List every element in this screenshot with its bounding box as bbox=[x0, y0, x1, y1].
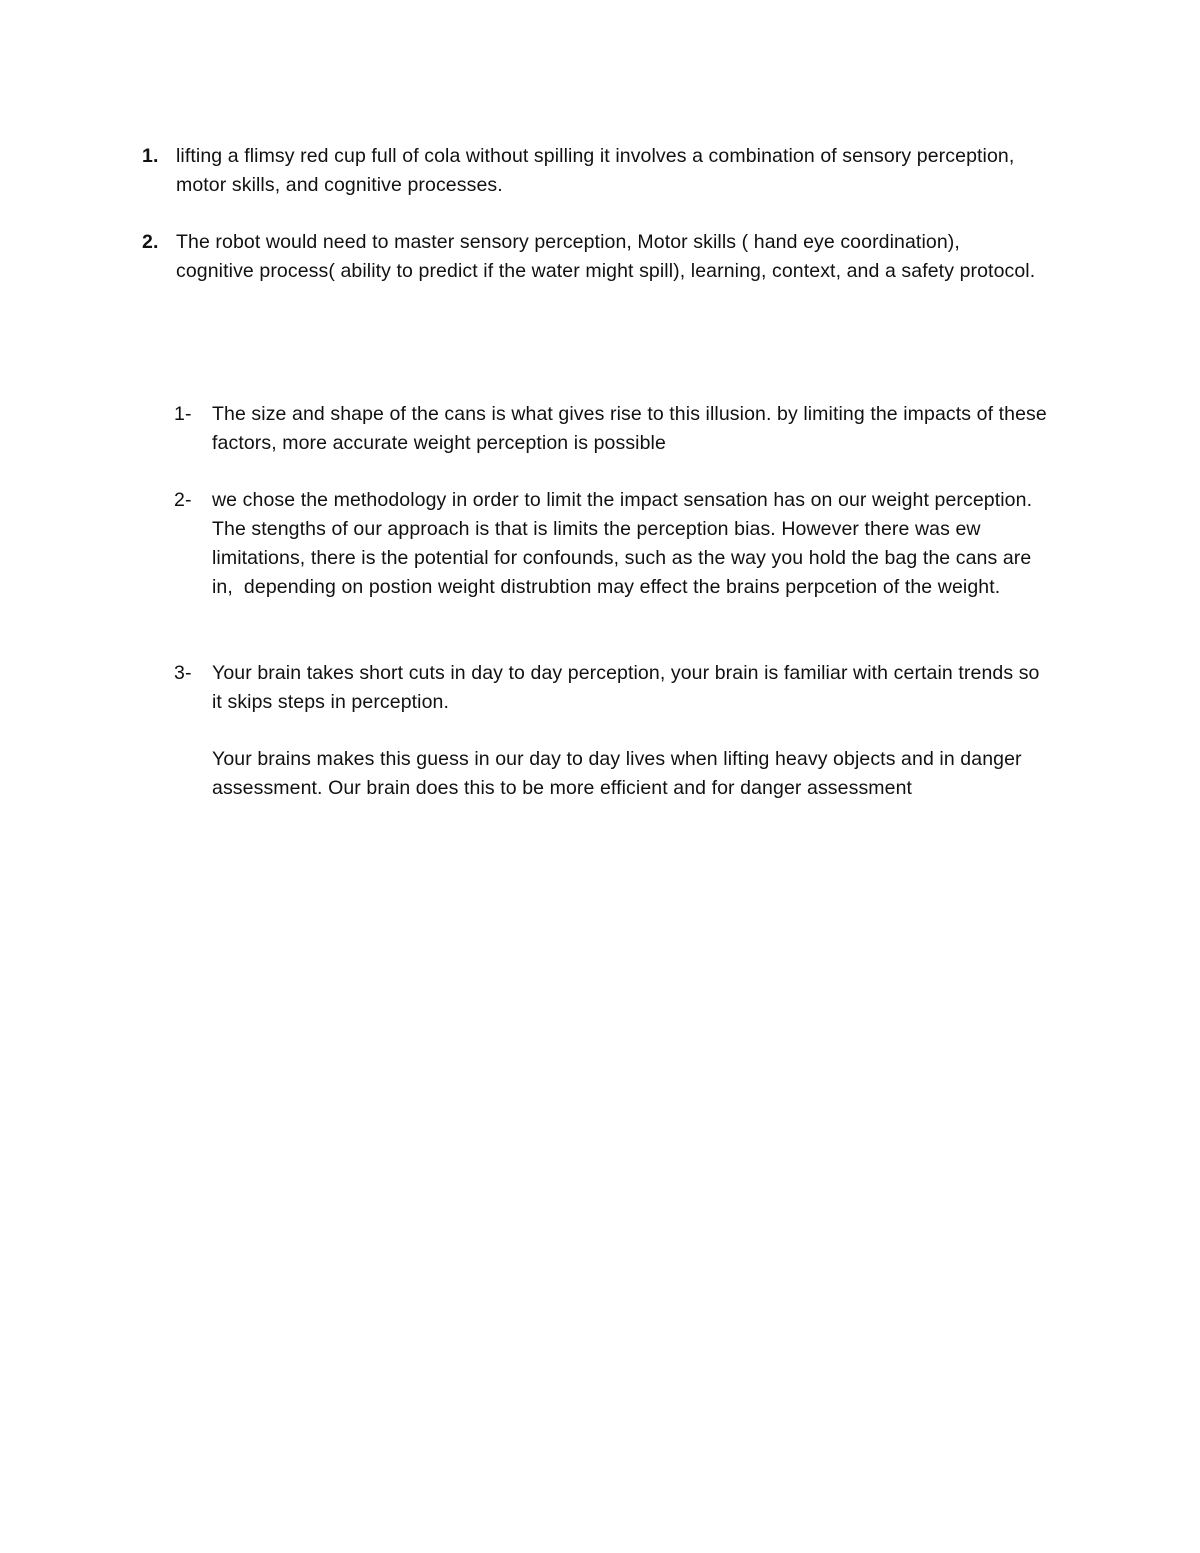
list-item-1-text: lifting a flimsy red cup full of cola without spilling it involves a combination of sensory perception, motor skills, and cognitive processes. bbox=[176, 145, 1015, 196]
list-item-2-text: The robot would need to master sensory perception, Motor skills ( hand eye coordination), cognitive process( ability to predict if the water might spill), learning, context, and a safety protocol. bbox=[176, 231, 1036, 282]
dash-item-3-text: Your brain takes short cuts in day to day perception, your brain is familiar with certain trends so it skips steps in perception. bbox=[212, 662, 1040, 713]
numbered-list-item-2 bbox=[142, 228, 1042, 286]
dash-list-item-2 bbox=[174, 486, 1054, 602]
dash-item-2-text: we chose the methodology in order to limit the impact sensation has on our weight perception. The stengths of our approach is that is limits the perception bias. However there was ew limitations, there is the potential for confounds, such as the way you hold the bag the cans are in, depending on postion weight distrubtion may effect the brains perpcetion of the weight. bbox=[212, 489, 1038, 598]
dash-marker-3: 3- bbox=[174, 662, 192, 684]
dash-marker-1: 1- bbox=[174, 403, 192, 425]
list-number-2: 2. bbox=[142, 231, 159, 253]
list-number-1: 1. bbox=[142, 145, 159, 167]
dash-item-1-text: The size and shape of the cans is what gives rise to this illusion. by limiting the impacts of these factors, more accurate weight perception is possible bbox=[212, 403, 1047, 454]
dash-marker-2: 2- bbox=[174, 489, 192, 511]
dash-item-3-paragraph-2: Your brains makes this guess in our day to day lives when lifting heavy objects and in danger assessment. Our brain does this to be more efficient and for danger assessment bbox=[212, 748, 1022, 799]
numbered-list-item-1 bbox=[142, 142, 1022, 200]
dash-list-item-1 bbox=[174, 400, 1054, 458]
dash-list-item-3 bbox=[174, 659, 1054, 717]
